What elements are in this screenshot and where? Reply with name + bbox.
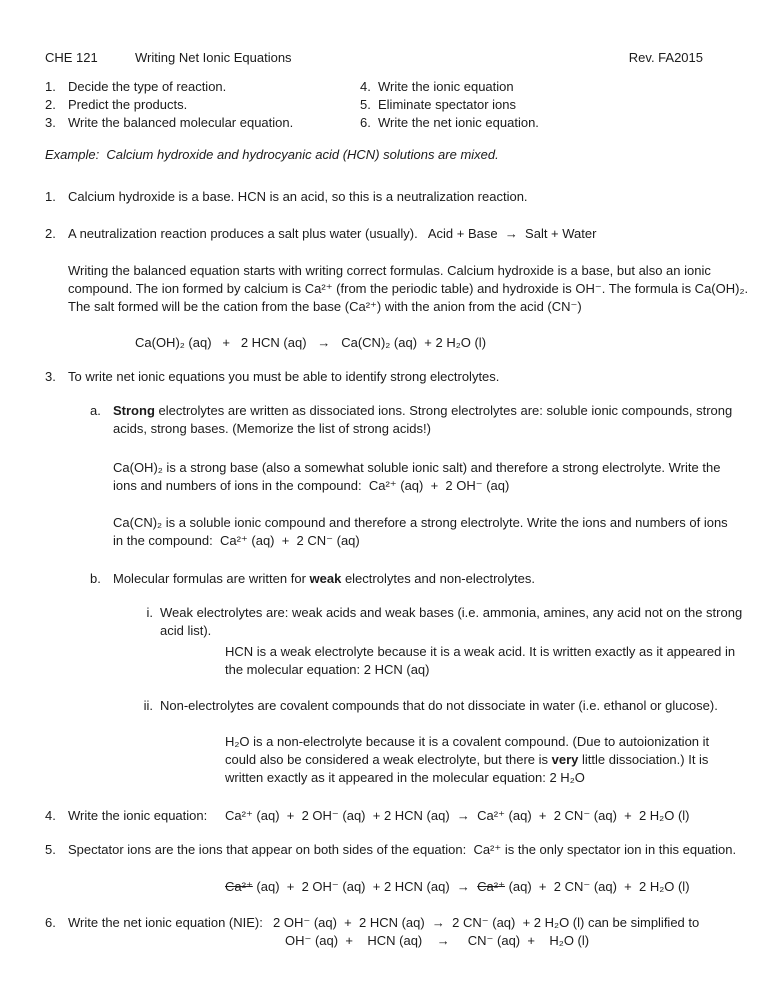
struck-spectator-ion: Ca²⁺ <box>225 879 253 894</box>
very-emphasis: very <box>551 752 579 767</box>
item-3a-text <box>113 402 732 438</box>
step-number: 4. <box>360 79 371 94</box>
item-4 <box>45 807 723 825</box>
step-item-1 <box>45 78 360 96</box>
item-5-text: Spectator ions are the ions that appear on both sides of the equation: Ca²⁺ is the only spectator ion in this equation. <box>68 842 737 857</box>
step-number: 1. <box>45 79 56 94</box>
paragraph-line: compound. The ion formed by calcium is Ca²⁺ (from the periodic table) and hydroxide is OH⁻. The formula is Ca(OH)₂. <box>68 281 749 296</box>
item-1-text: Calcium hydroxide is a base. HCN is an acid, so this is a neutralization reaction. <box>68 189 528 204</box>
step-item-4 <box>360 78 539 96</box>
note-line: written exactly as it appeared in the molecular equation: 2 H₂O <box>225 770 585 785</box>
step-item-5 <box>360 96 539 114</box>
step-label: Write the net ionic equation. <box>378 115 539 130</box>
item-3a-line1 <box>113 402 732 420</box>
item-6-label: Write the net ionic equation (NIE): <box>68 915 263 930</box>
item-3-text: To write net ionic equations you must be able to identify strong electrolytes. <box>68 369 500 384</box>
paragraph-line: ions and numbers of ions in the compound: Ca²⁺ (aq) + 2 OH⁻ (aq) <box>113 478 510 493</box>
h2o-note <box>225 733 723 787</box>
item-3 <box>45 368 723 386</box>
nie-equation: 2 OH⁻ (aq) + 2 HCN (aq) → 2 CN⁻ (aq) + 2 H₂O (l) <box>273 915 585 930</box>
caoh2-paragraph <box>113 459 723 495</box>
step-item-2 <box>45 96 360 114</box>
item-5 <box>45 841 737 859</box>
item-3a-letter: a. <box>90 403 101 418</box>
example-statement: Example: Calcium hydroxide and hydrocyanic acid (HCN) solutions are mixed. <box>45 147 499 162</box>
revision-label: Rev. FA2015 <box>628 50 703 65</box>
item-4-content <box>68 807 690 825</box>
item-1-number: 1. <box>45 189 56 204</box>
item-6-content <box>68 914 699 950</box>
note-line <box>225 751 723 769</box>
item-1 <box>45 188 723 206</box>
item-3b-letter: b. <box>90 571 101 586</box>
paragraph-line: Weak electrolytes are: weak acids and weak bases (i.e. ammonia, amines, any acid not on the strong <box>160 605 743 620</box>
item-2 <box>45 225 723 243</box>
weak-emphasis: weak <box>309 571 342 586</box>
document-header <box>45 49 723 67</box>
step-item-3 <box>45 114 360 132</box>
item-6-number: 6. <box>45 915 56 930</box>
step-number: 6. <box>360 115 371 130</box>
header-left <box>45 49 292 67</box>
item-4-label: Write the ionic equation: <box>68 808 208 823</box>
ionic-equation: Ca²⁺ (aq) + 2 OH⁻ (aq) + 2 HCN (aq) → Ca²⁺ (aq) + 2 CN⁻ (aq) + 2 H₂O (l) <box>225 808 690 823</box>
note-line2-prefix: could also be considered a weak electrolyte, but there is <box>225 752 552 767</box>
item-4-number: 4. <box>45 808 56 823</box>
steps-column-right <box>360 78 539 132</box>
item-3a <box>90 402 733 438</box>
note-line2-suffix: little dissociation.) It is <box>578 752 709 767</box>
item-3-number: 3. <box>45 369 56 384</box>
item-2-paragraph <box>68 262 749 316</box>
paragraph-line: The salt formed will be the cation from the base (Ca²⁺) with the anion from the acid (CN⁻) <box>68 299 582 314</box>
step-label: Write the ionic equation <box>378 79 514 94</box>
step-number: 5. <box>360 97 371 112</box>
paragraph-line: acid list). <box>160 623 212 638</box>
note-line: HCN is a weak electrolyte because it is a weak acid. It is written exactly as it appeared in <box>225 644 736 659</box>
item-3b-ii-text: Non-electrolytes are covalent compounds that do not dissociate in water (i.e. ethanol or glucose). <box>160 698 718 713</box>
course-code: CHE 121 <box>45 50 98 65</box>
item-3b-i <box>132 604 743 640</box>
item-3b-ii-numeral: ii. <box>143 698 153 713</box>
step-number: 3. <box>45 115 56 130</box>
item-3b-ii <box>132 697 723 715</box>
step-label: Predict the products. <box>68 97 188 112</box>
note-line: H₂O is a non-electrolyte because it is a covalent compound. (Due to autoionization it <box>225 734 710 749</box>
cacn2-paragraph <box>113 514 728 550</box>
spectator-cancelled-equation <box>225 878 723 896</box>
strong-emphasis: Strong <box>113 403 155 418</box>
step-label: Eliminate spectator ions <box>378 97 517 112</box>
item-3b-text <box>113 570 535 588</box>
paragraph-line: Writing the balanced equation starts with writing correct formulas. Calcium hydroxide is a base, but also an ionic <box>68 263 711 278</box>
item-3b-i-text <box>160 604 742 640</box>
item-3a-line2: acids, strong bases. (Memorize the list of strong acids!) <box>113 421 431 436</box>
item-3b-suffix: electrolytes and non-electrolytes. <box>341 571 535 586</box>
item-2-intro: A neutralization reaction produces a salt plus water (usually). Acid + Base → Salt + Water <box>68 226 597 241</box>
step-label: Write the balanced molecular equation. <box>68 115 294 130</box>
nie-line1 <box>68 914 699 932</box>
steps-column-left <box>45 78 360 132</box>
struck-spectator-ion: Ca²⁺ <box>477 879 505 894</box>
step-number: 2. <box>45 97 56 112</box>
item-2-number: 2. <box>45 226 56 241</box>
item-3a-line1-rest: electrolytes are written as dissociated ions. Strong electrolytes are: soluble ionic compounds, strong <box>154 403 733 418</box>
equation-segment: (aq) + 2 CN⁻ (aq) + 2 H₂O (l) <box>504 879 690 894</box>
nie-simplified-equation: OH⁻ (aq) + HCN (aq) → CN⁻ (aq) + H₂O (l) <box>285 933 590 948</box>
hcn-note <box>225 643 736 679</box>
page-title: Writing Net Ionic Equations <box>135 50 292 65</box>
item-3b-i-numeral: i. <box>146 605 153 620</box>
step-item-6 <box>360 114 539 132</box>
steps-overview <box>45 78 723 132</box>
nie-tail: can be simplified to <box>584 915 700 930</box>
note-line: the molecular equation: 2 HCN (aq) <box>225 662 430 677</box>
molecular-equation: Ca(OH)₂ (aq) + 2 HCN (aq) → Ca(CN)₂ (aq) + 2 H₂O (l) <box>135 335 487 350</box>
item-3b-prefix: Molecular formulas are written for <box>113 571 310 586</box>
item-5-number: 5. <box>45 842 56 857</box>
equation-segment: (aq) + 2 OH⁻ (aq) + 2 HCN (aq) → <box>252 879 478 894</box>
paragraph-line: Ca(CN)₂ is a soluble ionic compound and therefore a strong electrolyte. Write the ions and numbers of ions <box>113 515 728 530</box>
paragraph-line: Ca(OH)₂ is a strong base (also a somewhat soluble ionic salt) and therefore a strong electrolyte. Write the <box>113 460 721 475</box>
item-3b <box>90 570 723 588</box>
item-6 <box>45 914 723 950</box>
step-label: Decide the type of reaction. <box>68 79 227 94</box>
paragraph-line: in the compound: Ca²⁺ (aq) + 2 CN⁻ (aq) <box>113 533 360 548</box>
